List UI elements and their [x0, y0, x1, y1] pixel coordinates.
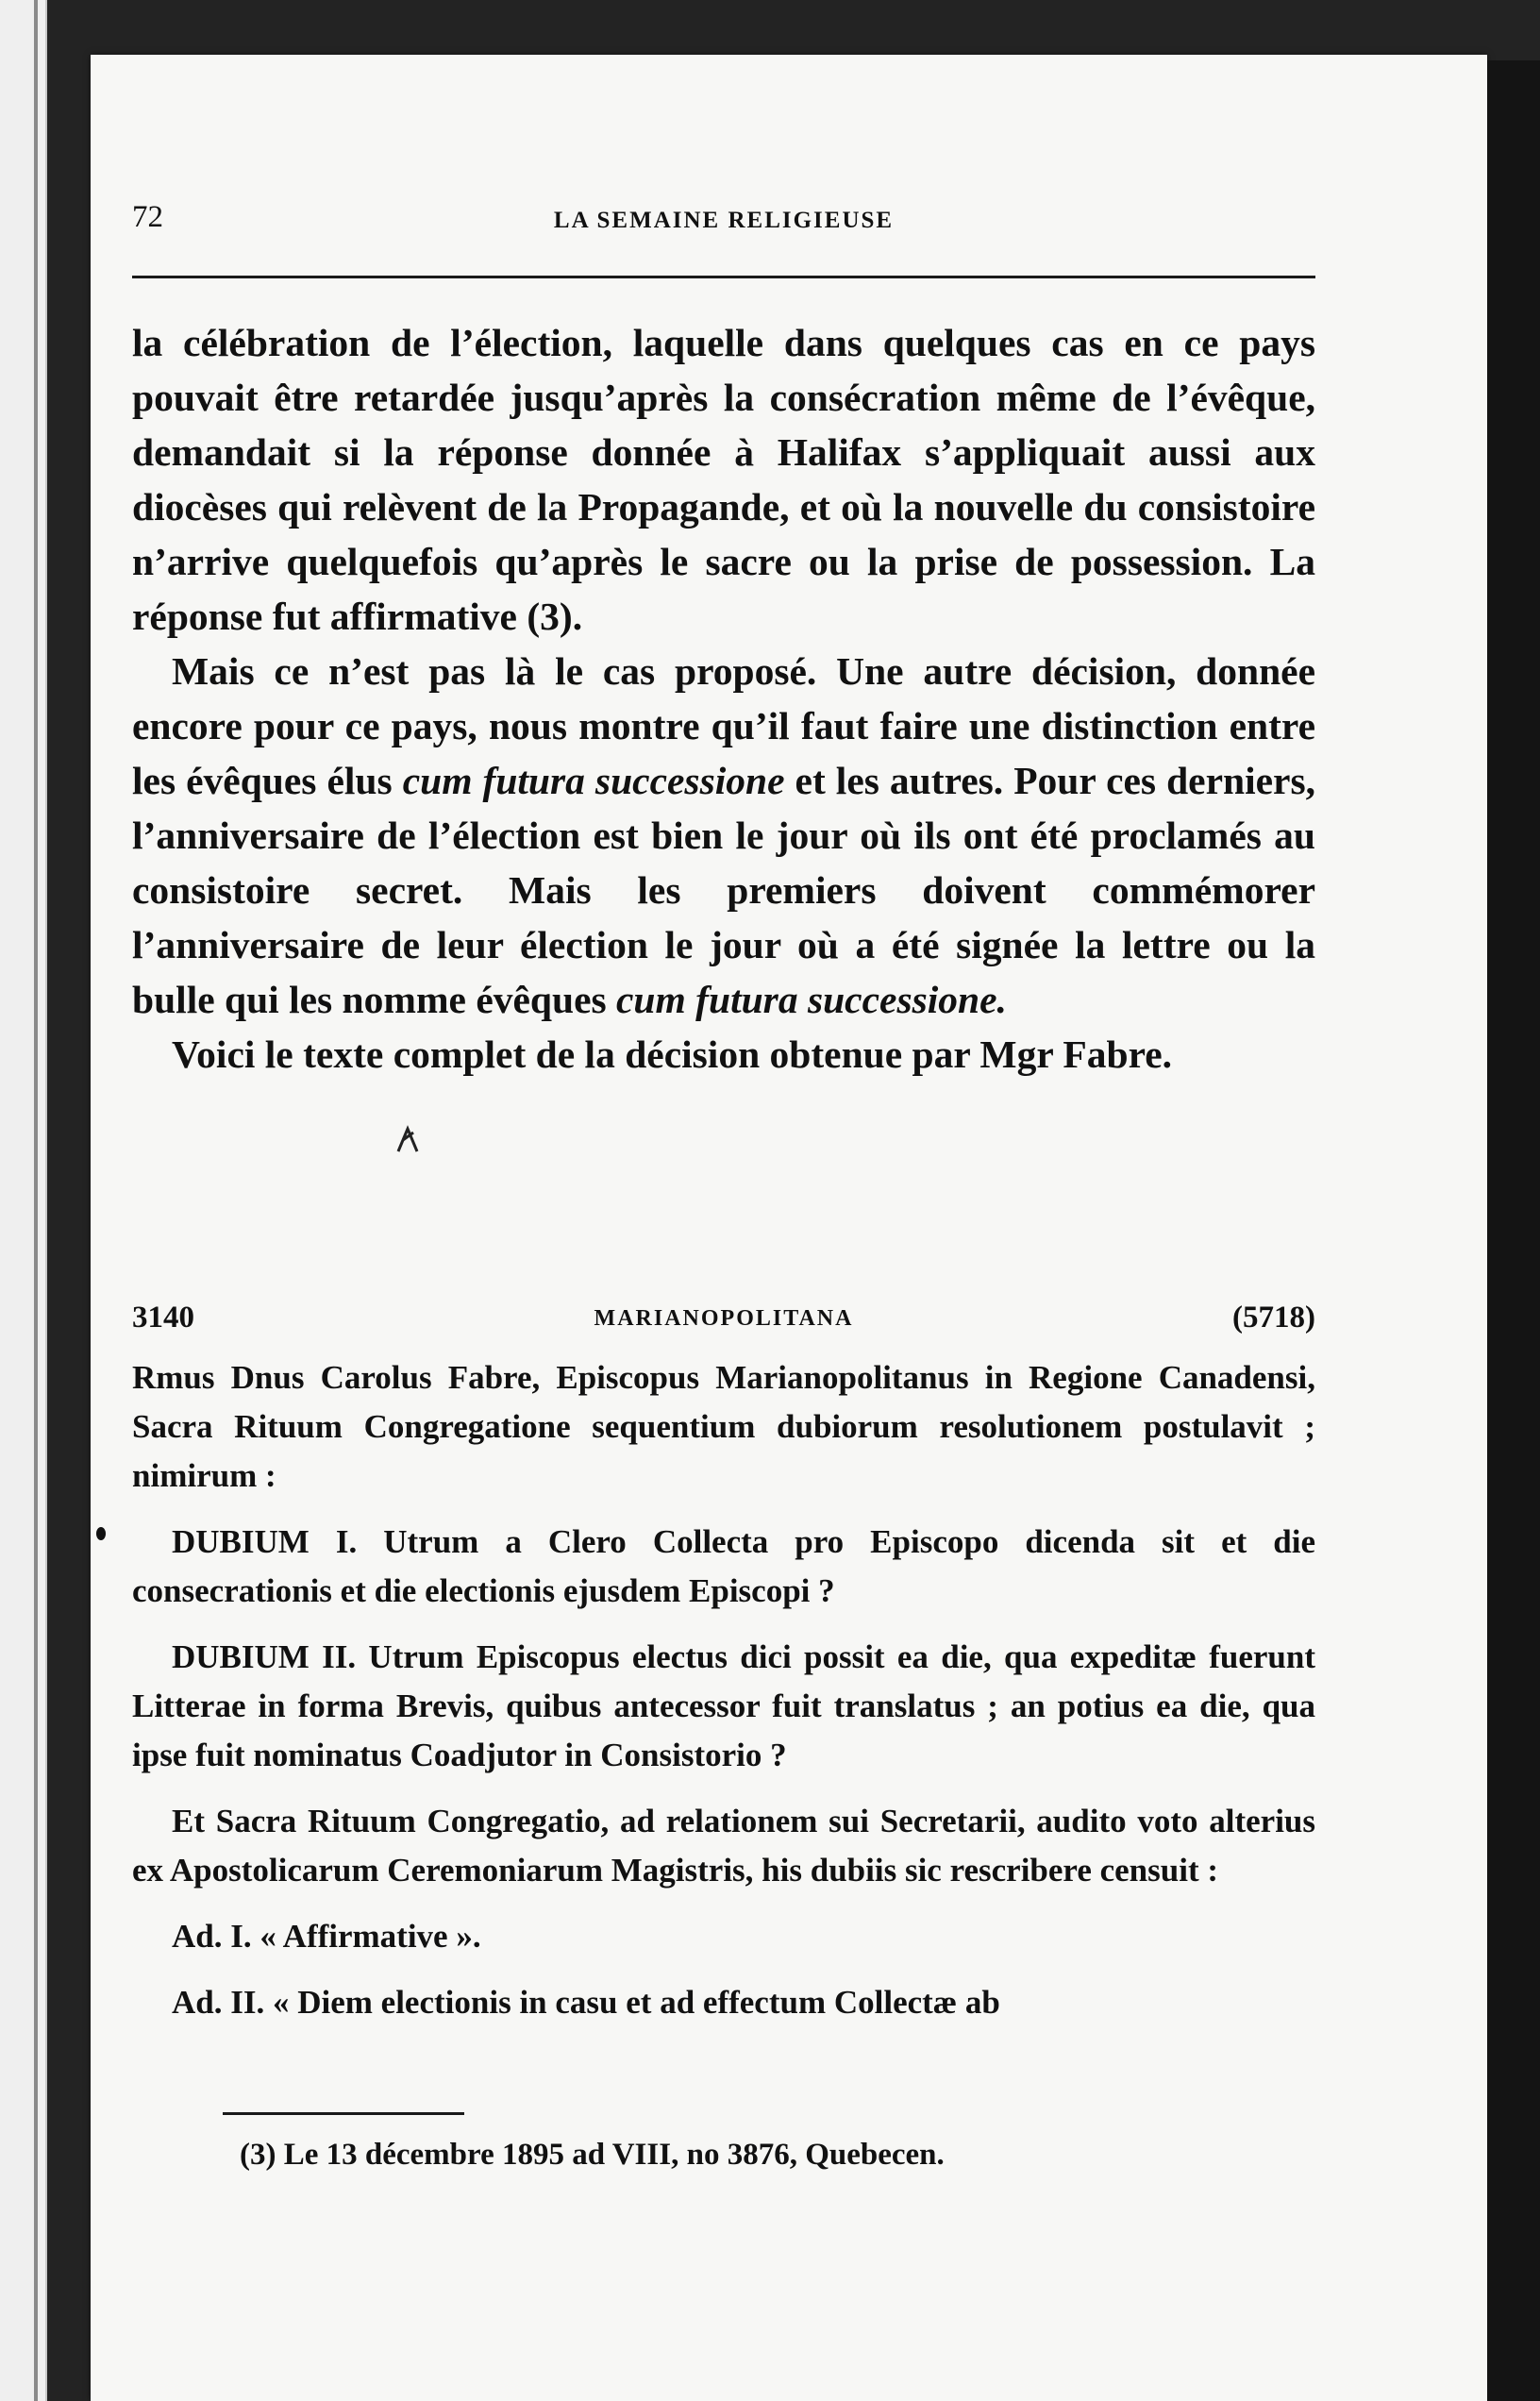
main-text	[132, 315, 1315, 1082]
paragraph-3: Voici le texte complet de la décision obtenue par Mgr Fabre.	[172, 1033, 1173, 1076]
decision-title: MARIANOPOLITANA	[594, 1306, 854, 1331]
footnote-rule	[223, 2112, 464, 2115]
paragraph-1: la célébration de l’élection, laquelle dans quelques cas en ce pays pouvait être retardée jusqu’après la consécration même de l’évêque, demandait si la réponse donnée à Halifax s’appliquait aussi aux diocèses qui relèvent de la Propagande, et où la nouvelle du consistoire n’arrive quelquefois qu’après le sacre ou la prise de possession. La réponse fut affirmative (3).	[132, 321, 1315, 638]
right-page-shadow	[1487, 60, 1540, 2401]
paragraph-2-italic-1: cum futura successione	[402, 759, 785, 802]
response-intro: Et Sacra Rituum Congregatio, ad relationem sui Secretarii, audito voto alterius ex Apostolicarum Ceremoniarum Magistris, his dubiis sic rescribere censuit :	[132, 1803, 1315, 1889]
answer-1: Ad. I. « Affirmative ».	[172, 1918, 481, 1955]
header-rule	[132, 276, 1315, 278]
page-header	[132, 200, 1315, 238]
dubium-2: DUBIUM II. Utrum Episcopus electus dici possit ea die, qua expeditæ fuerunt Litterae in forma Brevis, quibus antecessor fuit translatus ; an potius ea die, qua ipse fuit nominatus Coadjutor in Consistorio ?	[132, 1638, 1315, 1773]
decision-number: 3140	[132, 1301, 194, 1335]
margin-dot	[96, 1527, 106, 1540]
paragraph-2	[132, 644, 1315, 1027]
page-number: 72	[132, 200, 163, 234]
dubium-1: DUBIUM I. Utrum a Clero Collecta pro Episcopo dicenda sit et die consecrationis et die electionis ejusdem Episcopi ?	[132, 1523, 1315, 1609]
left-page-strip	[0, 0, 47, 2401]
decision-text	[132, 1353, 1315, 2027]
paragraph-2-part-a: Mais ce n’est pas là le cas proposé. Une autre décision, donnée encore pour ce pays, nous montre qu’il faut faire une distinction entre les évêques élus	[132, 649, 1315, 802]
decision-reference: (5718)	[1232, 1301, 1315, 1335]
decision-heading	[132, 1301, 1315, 1338]
decision-intro: Rmus Dnus Carolus Fabre, Episcopus Marianopolitanus in Regione Canadensi, Sacra Rituum Congregatione sequentium dubiorum resolutionem postulavit ; nimirum :	[132, 1359, 1315, 1494]
answer-2: Ad. II. « Diem electionis in casu et ad effectum Collectæ ab	[172, 1984, 1000, 2021]
paragraph-2-italic-2: cum futura successione.	[616, 978, 1007, 1021]
paragraph-2-part-b: et les autres. Pour ces derniers, l’anniversaire de l’élection est bien le jour où ils ont été proclamés au consistoire secret. Mais les premiers doivent commémorer l’anniversaire de leur élection le jour où a été signée la lettre ou la bulle qui les nomme évêques	[132, 759, 1315, 1021]
footnote: (3) Le 13 décembre 1895 ad VIII, no 3876, Quebecen.	[240, 2138, 945, 2172]
running-title: LA SEMAINE RELIGIEUSE	[553, 208, 895, 233]
pen-mark-icon	[394, 1123, 421, 1155]
left-page-edge	[34, 0, 38, 2401]
